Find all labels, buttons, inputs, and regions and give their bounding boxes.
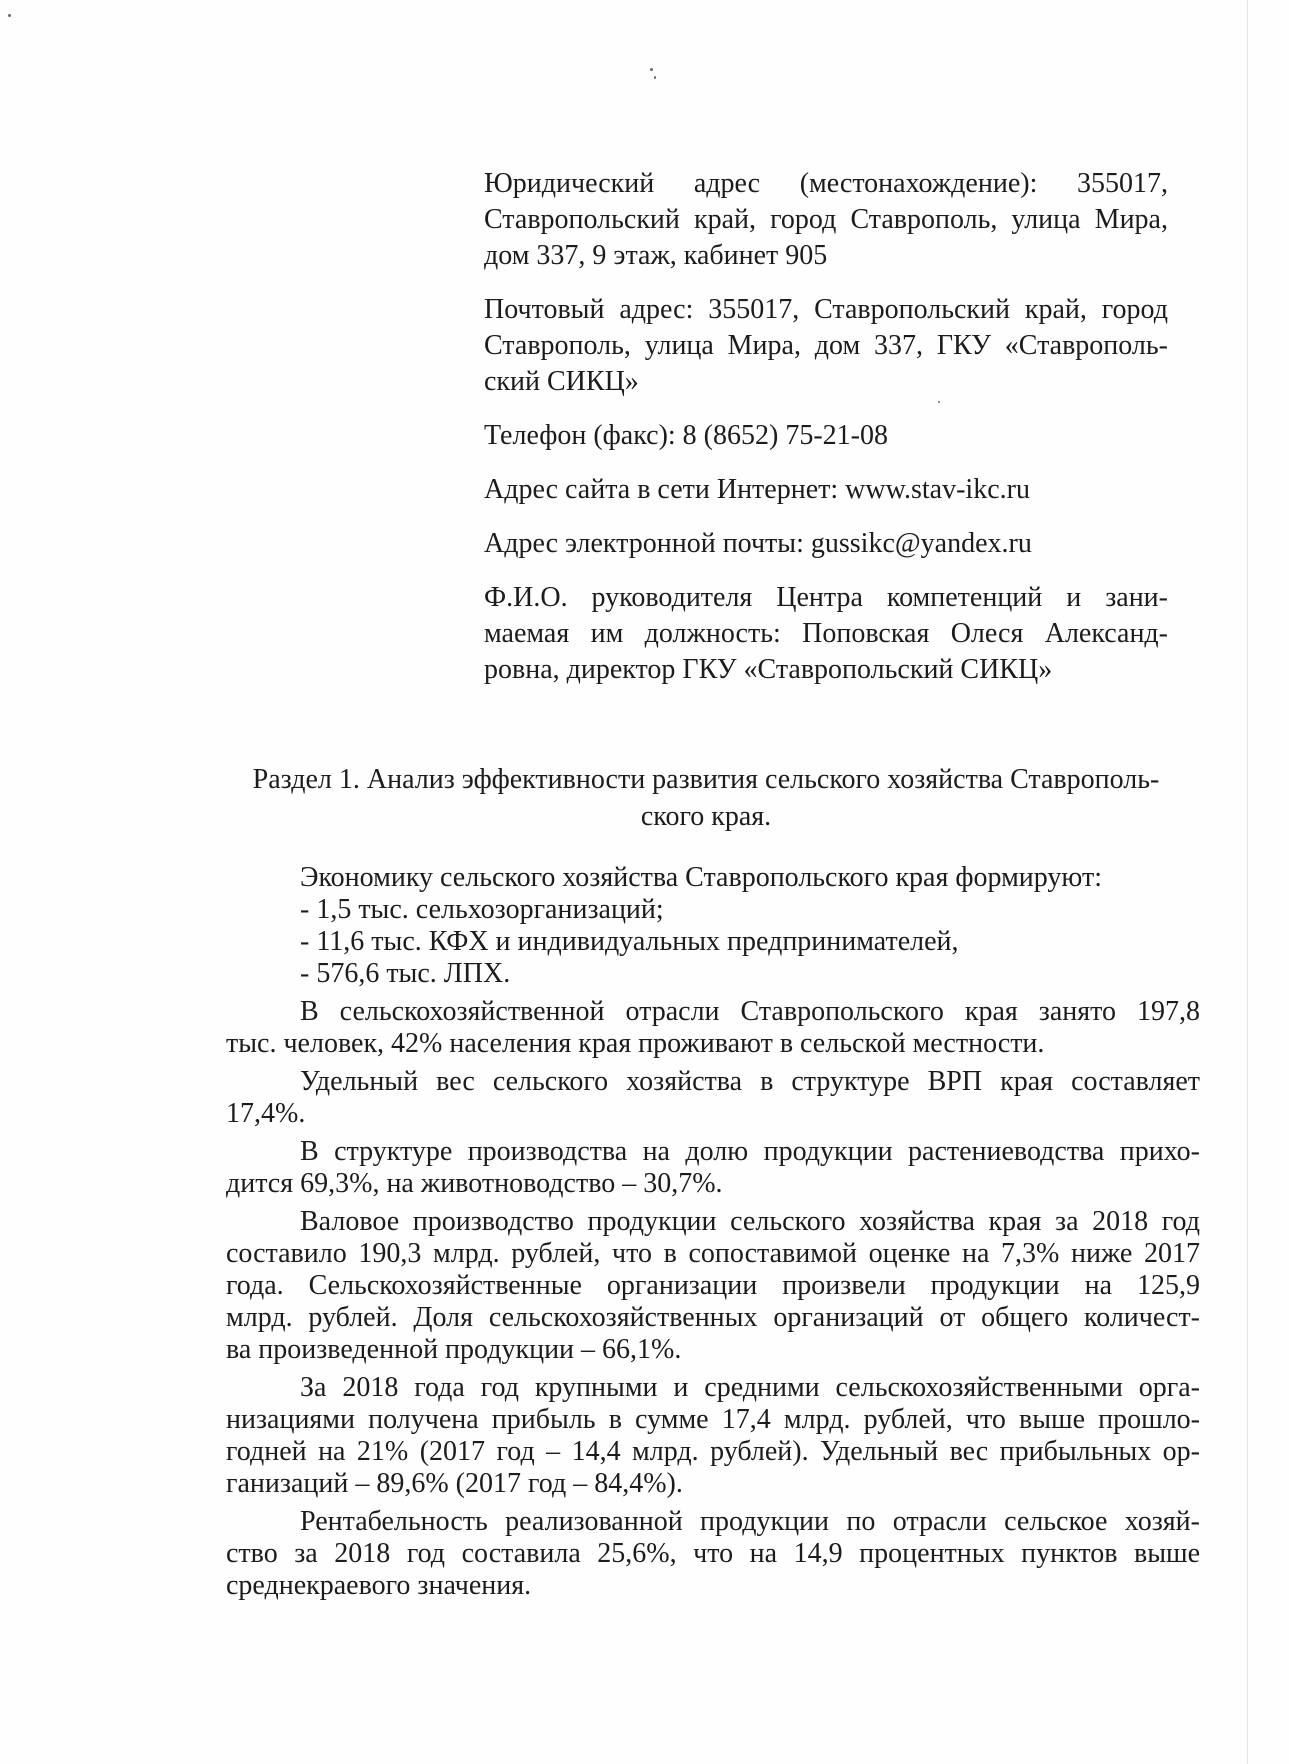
paragraph-employment xyxy=(226,996,1200,1060)
economy-intro: Экономику сельского хозяйства Ставропольского края формируют: xyxy=(300,862,1102,893)
postal-address xyxy=(484,292,1168,400)
paragraph-line: годней на 21% (2017 год – 14,4 млрд. рублей). Удельный вес прибыльных ор- xyxy=(226,1436,1200,1467)
paragraph-line: В сельскохозяйственной отрасли Ставропольского края занято 197,8 xyxy=(300,996,1200,1027)
paragraph-line: дится 69,3%, на животноводство – 30,7%. xyxy=(226,1168,723,1199)
paragraph-line: Рентабельность реализованной продукции по отрасли сельское хозяй- xyxy=(300,1506,1200,1537)
legal-address-line: Юридический адрес (местонахождение): 355017, xyxy=(484,168,1168,199)
scan-speck xyxy=(650,68,653,71)
phone-fax-text: Телефон (факс): 8 (8652) 75-21-08 xyxy=(484,420,888,451)
director-info xyxy=(484,580,1168,688)
director-line: Ф.И.О. руководителя Центра компетенций и зани- xyxy=(484,582,1168,613)
paragraph-line: ство за 2018 год составила 25,6%, что на 14,9 процентных пунктов выше xyxy=(226,1538,1200,1569)
paragraph-production-structure xyxy=(226,1136,1200,1200)
paragraph-line: низациями получена прибыль в сумме 17,4 млрд. рублей, что выше прошло- xyxy=(226,1404,1200,1435)
paragraph-line: Удельный вес сельского хозяйства в структуре ВРП края составляет xyxy=(300,1066,1200,1097)
section-title xyxy=(226,761,1186,835)
scan-speck xyxy=(8,14,11,17)
postal-address-line: Ставрополь, улица Мира, дом 337, ГКУ «Ставрополь- xyxy=(484,330,1168,361)
list-item: - 11,6 тыс. КФХ и индивидуальных предпринимателей, xyxy=(300,926,959,957)
director-line: маемая им должность: Поповская Олеся Александ- xyxy=(484,618,1168,649)
legal-address xyxy=(484,166,1168,274)
scan-edge-line xyxy=(1247,0,1248,1764)
contact-block xyxy=(484,166,1168,706)
phone-fax xyxy=(484,418,1168,454)
paragraph-line: В структуре производства на долю продукции растениеводства прихо- xyxy=(300,1136,1200,1167)
paragraph-profitability xyxy=(226,1506,1200,1602)
section-title-line: ского края. xyxy=(640,801,772,832)
legal-address-line: Ставропольский край, город Ставрополь, улица Мира, xyxy=(484,204,1168,235)
paragraph-line: среднекраевого значения. xyxy=(226,1570,532,1601)
postal-address-line: ский СИКЦ» xyxy=(484,366,639,397)
email-text: Адрес электронной почты: gussikc@yandex.ru xyxy=(484,528,1032,559)
paragraph-line: составило 190,3 млрд. рублей, что в сопоставимой оценке на 7,3% ниже 2017 xyxy=(226,1238,1200,1269)
section-title-line: Раздел 1. Анализ эффективности развития сельского хозяйства Ставрополь- xyxy=(252,764,1160,795)
website-address xyxy=(484,472,1168,508)
paragraph-line: 17,4%. xyxy=(226,1098,306,1129)
director-line: ровна, директор ГКУ «Ставропольский СИКЦ» xyxy=(484,654,1053,685)
scan-speck xyxy=(654,76,656,79)
email-address xyxy=(484,526,1168,562)
website-text: Адрес сайта в сети Интернет: www.stav-ikc.ru xyxy=(484,474,1030,505)
paragraph-gross-output xyxy=(226,1206,1200,1366)
paragraph-line: млрд. рублей. Доля сельскохозяйственных организаций от общего количест- xyxy=(226,1302,1200,1333)
paragraph-line: года. Сельскохозяйственные организации произвели продукции на 125,9 xyxy=(226,1270,1200,1301)
legal-address-line: дом 337, 9 этаж, кабинет 905 xyxy=(484,240,828,271)
list-item: - 576,6 тыс. ЛПХ. xyxy=(300,958,511,989)
paragraph-grp-share xyxy=(226,1066,1200,1130)
paragraph-line: ва произведенной продукции – 66,1%. xyxy=(226,1334,682,1365)
paragraph-line: тыс. человек, 42% населения края проживают в сельской местности. xyxy=(226,1028,1045,1059)
body-text xyxy=(226,862,1200,1608)
economy-structure xyxy=(226,862,1200,990)
paragraph-line: За 2018 года год крупными и средними сельскохозяйственными орга- xyxy=(300,1372,1200,1403)
list-item: - 1,5 тыс. сельхозорганизаций; xyxy=(300,894,664,925)
paragraph-line: ганизаций – 89,6% (2017 год – 84,4%). xyxy=(226,1468,683,1499)
paragraph-profit xyxy=(226,1372,1200,1500)
paragraph-line: Валовое производство продукции сельского хозяйства края за 2018 год xyxy=(300,1206,1200,1237)
postal-address-line: Почтовый адрес: 355017, Ставропольский край, город xyxy=(484,294,1168,325)
